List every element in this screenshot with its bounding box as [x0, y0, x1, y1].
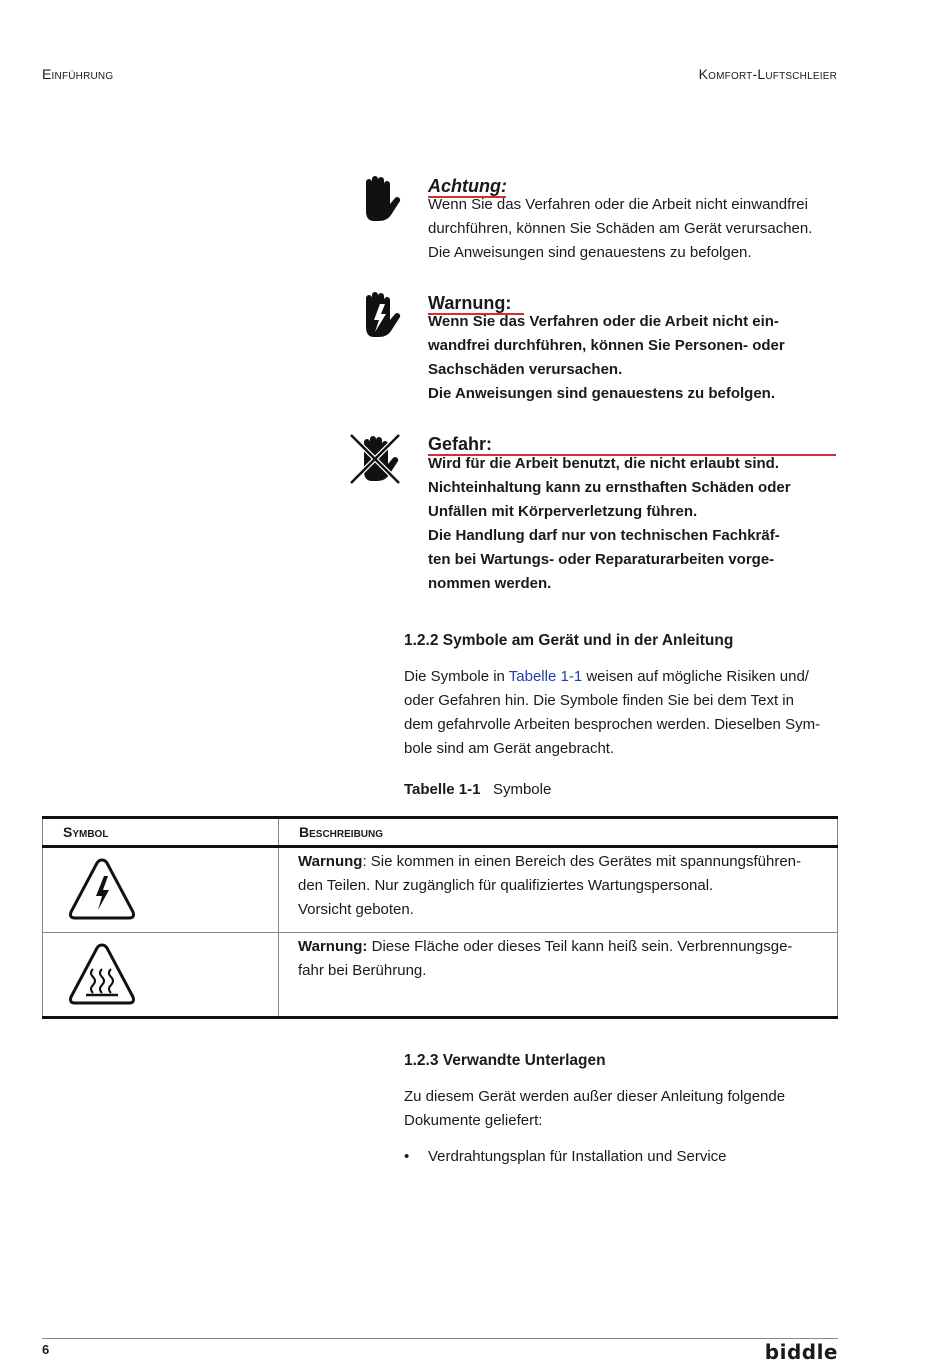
- notice-body-gefahr: Wird für die Arbeit benutzt, die nicht erlaubt sind. Nichteinhaltung kann zu ernsthaften Schäden oder Unfällen mit Körperverletzung führen. Die Handlung darf nur von technischen Fachkräf- ten bei Wartungs- oder Reparaturarbeiten vorge- nommen werden.: [428, 455, 791, 592]
- column-header-symbol: Symbol: [43, 818, 279, 847]
- section-title-1-2-2: 1.2.2 Symbole am Gerät und in der Anleitung: [404, 632, 734, 649]
- notice-title-warnung: Warnung:: [428, 293, 512, 313]
- section-1-2-2-paragraph: Die Symbole in Tabelle 1-1 weisen auf mögliche Risiken und/ oder Gefahren hin. Die Symbole finden Sie bei dem Text in dem gefahrvolle Arbeiten besprochen werden. Dieselben Sym- bole sind am Gerät angebracht.: [404, 668, 821, 757]
- table-reference-link[interactable]: Tabelle 1-1: [508, 668, 583, 685]
- electric-hazard-icon: [67, 856, 137, 922]
- list-item-text: Verdrahtungsplan für Installation und Service: [428, 1148, 727, 1165]
- column-header-description: Beschreibung: [279, 818, 838, 847]
- page-number: 6: [42, 1342, 50, 1357]
- notice-body-achtung: Wenn Sie das Verfahren oder die Arbeit nicht einwandfrei durchführen, können Sie Schäden am Gerät verursachen. Die Anweisungen sind genauestens zu befolgen.: [428, 196, 813, 261]
- bullet-icon: •: [404, 1148, 410, 1165]
- table-row: Warnung: Diese Fläche oder dieses Teil kann heiß sein. Verbrennungsge- fahr bei Berührung.: [43, 933, 838, 1018]
- biddle-logo: biddle: [764, 1340, 838, 1364]
- hand-crossed-icon: [348, 432, 402, 486]
- notice-title-achtung: Achtung:: [428, 176, 507, 196]
- notice-body-warnung: Wenn Sie das Verfahren oder die Arbeit nicht ein- wandfrei durchführen, können Sie Personen- oder Sachschäden verursachen. Die Anweisungen sind genauestens zu befolgen.: [428, 313, 785, 402]
- table-caption: Tabelle 1-1 Symbole: [404, 781, 552, 798]
- row-label: Warnung:: [298, 938, 368, 955]
- running-header-left: Einführung: [42, 66, 114, 82]
- symbol-table: [42, 816, 838, 1019]
- table-row: Warnung: Sie kommen in einen Bereich des Gerätes mit spannungsführen- den Teilen. Nur zugänglich für qualifiziertes Wartungspersonal. Vorsicht geboten.: [43, 847, 838, 933]
- hot-surface-icon: [67, 941, 137, 1007]
- row-label: Warnung: [298, 853, 363, 870]
- section-1-2-3-paragraph: Zu diesem Gerät werden außer dieser Anleitung folgende Dokumente geliefert:: [404, 1088, 786, 1129]
- hand-lightning-icon: [356, 290, 402, 340]
- footer-divider: [42, 1338, 838, 1339]
- list-item: [404, 1145, 409, 1169]
- section-title-1-2-3: 1.2.3 Verwandte Unterlagen: [404, 1052, 606, 1069]
- running-header-right: Komfort-Luftschleier: [698, 66, 837, 82]
- notice-title-gefahr: Gefahr:: [428, 434, 493, 454]
- hand-stop-icon: [356, 174, 402, 224]
